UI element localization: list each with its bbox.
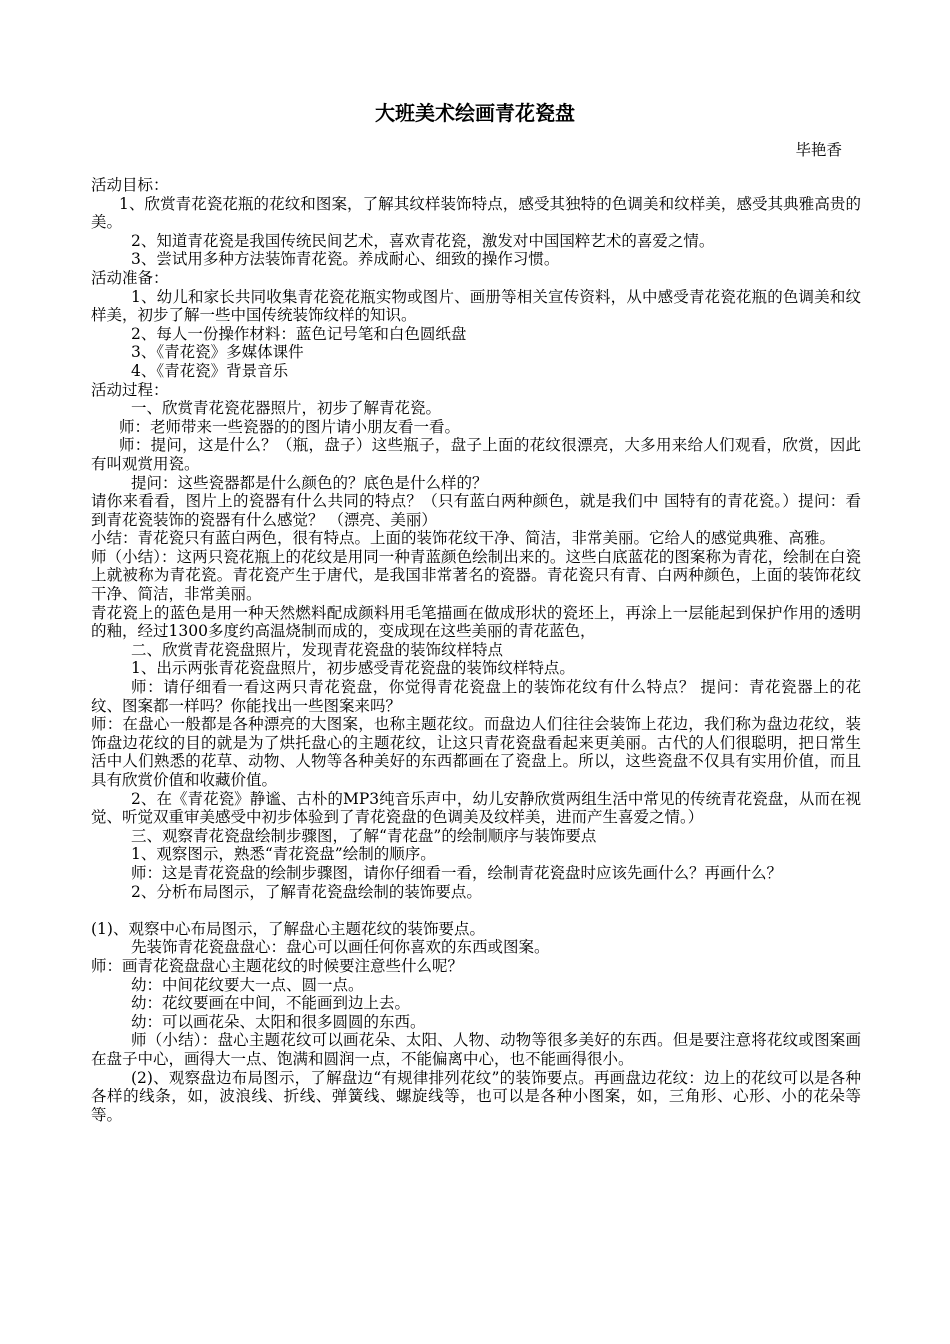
- paragraph: 1、观察图示，熟悉“青花瓷盘”绘制的顺序。: [131, 845, 436, 864]
- paragraph: (1)、观察中心布局图示，了解盘心主题花纹的装饰要点。: [91, 919, 485, 938]
- paragraph: 活动目标：: [91, 176, 169, 194]
- paragraph: 师：画青花瓷盘盘心主题花纹的时候要注意些什么呢？: [91, 956, 464, 975]
- paragraph: 2、分析布局图示，了解青花瓷盘绘制的装饰要点。: [131, 882, 482, 901]
- paragraph: 青花瓷上的蓝色是用一种天然燃料配成颜料用毛笔描画在做成形状的瓷坯上，再涂上一层能起到保护作用的透明的釉，经过1300多度约高温烧制而成的，变成现在这些美丽的青花蓝色，: [91, 603, 861, 641]
- paragraph: 师：在盘心一般都是各种漂亮的大图案，也称主题花纹。而盘边人们往往会装饰上花边，我们称为盘边花纹，装饰盘边花纹的目的就是为了烘托盘心的主题花纹，让这只青花瓷盘看起来更美丽。古代的人们很聪明，把日常生活中人们熟悉的花草、动物、人物等各种美好的东西都画在了瓷盘上。所以，这些瓷盘不仅具有实用价值，而且具有欣赏价值和收藏价值。: [91, 715, 861, 789]
- document-title: 大班美术绘画青花瓷盘: [375, 101, 575, 125]
- author-name: 毕艳香: [795, 141, 842, 159]
- blank-line: [91, 901, 861, 920]
- paragraph: 活动准备：: [91, 268, 169, 287]
- paragraph: 师：老师带来一些瓷器的的图片请小朋友看一看。: [119, 417, 461, 436]
- document-body: [91, 176, 861, 1124]
- paragraph: 2、每人一份操作材料：蓝色记号笔和白色圆纸盘: [131, 324, 467, 343]
- paragraph: 幼：可以画花朵、太阳和很多圆圆的东西。: [131, 1012, 426, 1031]
- paragraph: 师（小结）：这两只瓷花瓶上的花纹是用同一种青蓝颜色绘制出来的。这些白底蓝花的图案称为青花，绘制在白瓷上就被称为青花瓷。青花瓷产生于唐代，是我国非常著名的瓷器。青花瓷只有青、白两种颜色，上面的装饰花纹干净、简洁，非常美丽。: [91, 547, 861, 604]
- paragraph: 师：这是青花瓷盘的绘制步骤图，请你仔细看一看，绘制青花瓷盘时应该先画什么？再画什么？: [131, 863, 783, 882]
- paragraph: 4、《青花瓷》背景音乐: [131, 361, 289, 380]
- paragraph: 幼：花纹要画在中间，不能画到边上去。: [131, 994, 411, 1013]
- paragraph: 请你来看看，图片上的瓷器有什么共同的特点？（只有蓝白两种颜色，就是我们中 国特有的青花瓷。）提问：看到青花瓷装饰的瓷器有什么感觉？ （漂亮、美丽）: [91, 492, 861, 529]
- paragraph: 提问：这些瓷器都是什么颜色的？底色是什么样的？: [131, 473, 488, 492]
- paragraph: 小结：青花瓷只有蓝白两色，很有特点。上面的装饰花纹干净、简洁，非常美丽。它给人的感觉典雅、高雅。: [91, 529, 836, 548]
- paragraph: 师：请仔细看一看这两只青花瓷盘，你觉得青花瓷盘上的装饰花纹有什么特点？ 提问：青花瓷器上的花纹、图案都一样吗？你能找出一些图案来吗？: [91, 678, 861, 715]
- paragraph: 2、知道青花瓷是我国传统民间艺术，喜欢青花瓷，激发对中国国粹艺术的喜爱之情。: [131, 231, 715, 250]
- paragraph: 3、尝试用多种方法装饰青花瓷。养成耐心、细致的操作习惯。: [131, 250, 560, 269]
- paragraph: 师：提问，这是什么？（瓶，盘子）这些瓶子，盘子上面的花纹很漂亮，大多用来给人们观看，欣赏，因此有叫观赏用瓷。: [91, 436, 861, 473]
- paragraph: (2)、观察盘边布局图示，了解盘边“有规律排列花纹”的装饰要点。再画盘边花纹：边上的花纹可以是各种各样的线条，如，波浪线、折线、弹簧线、螺旋线等，也可以是各种小图案，如，三角形、心形、小的花朵等等。: [91, 1068, 861, 1124]
- paragraph: 2、在《青花瓷》静谧、古朴的MP3纯音乐声中，幼儿安静欣赏两组生活中常见的传统青花瓷盘，从而在视觉、听觉双重审美感受中初步体验到了青花瓷盘的色调美及纹样美，进而产生喜爱之情。）: [91, 789, 861, 827]
- paragraph: 活动过程：: [91, 380, 169, 399]
- paragraph: 二、欣赏青花瓷盘照片，发现青花瓷盘的装饰纹样特点: [131, 640, 504, 659]
- paragraph: 先装饰青花瓷盘盘心：盘心可以画任何你喜欢的东西或图案。: [131, 938, 550, 957]
- paragraph: 幼：中间花纹要大一点、圆一点。: [131, 975, 364, 994]
- paragraph: 一、欣赏青花瓷花器照片，初步了解青花瓷。: [131, 399, 442, 418]
- paragraph: 1、出示两张青花瓷盘照片，初步感受青花瓷盘的装饰纹样特点。: [131, 659, 575, 678]
- paragraph: 1、幼儿和家长共同收集青花瓷花瓶实物或图片、画册等相关宣传资料，从中感受青花瓷花瓶的色调美和纹样美，初步了解一些中国传统装饰纹样的知识。: [91, 287, 861, 325]
- paragraph: 1、欣赏青花瓷花瓶的花纹和图案，了解其纹样装饰特点，感受其独特的色调美和纹样美，感受其典雅高贵的美。: [91, 194, 861, 232]
- paragraph: 三、观察青花瓷盘绘制步骤图，了解“青花盘”的绘制顺序与装饰要点: [131, 826, 597, 845]
- paragraph: 师（小结）：盘心主题花纹可以画花朵、太阳、人物、动物等很多美好的东西。但是要注意将花纹或图案画在盘子中心，画得大一点、饱满和圆润一点，不能偏离中心，也不能画得很小。: [91, 1031, 861, 1068]
- paragraph: 3、《青花瓷》多媒体课件: [131, 343, 304, 362]
